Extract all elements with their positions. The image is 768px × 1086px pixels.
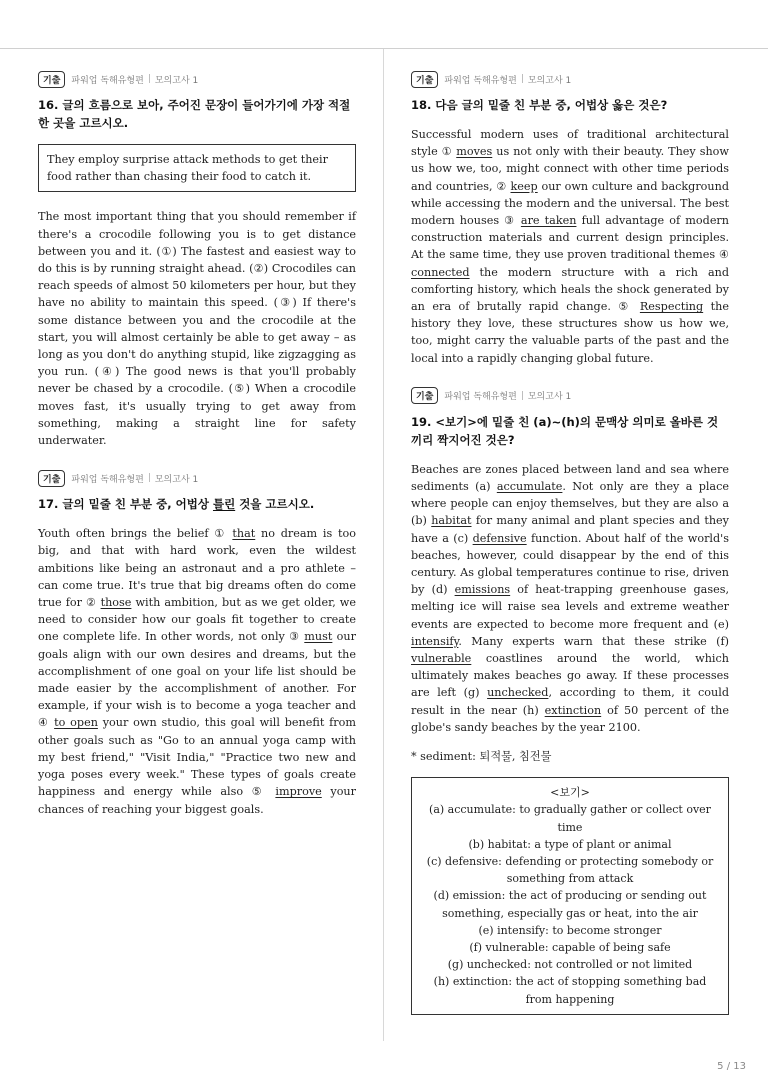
underlined-word: accumulate <box>496 480 563 494</box>
page-number: 5 / 13 <box>717 1061 746 1072</box>
underlined-word: improve <box>275 785 322 799</box>
tag-separator: | <box>147 473 151 484</box>
question-tag <box>38 469 356 487</box>
underlined-word: Respecting <box>639 300 704 314</box>
bogi-item: (g) unchecked: not controlled or not limited <box>447 958 693 972</box>
question-19 <box>411 387 729 1015</box>
right-column <box>411 70 729 1035</box>
question-title <box>38 495 356 513</box>
test-label: 모의고사 1 <box>154 474 199 485</box>
bogi-box <box>411 777 729 1015</box>
question-tag <box>411 387 729 405</box>
tag-separator: | <box>147 74 151 84</box>
title-underline: 틀린 <box>212 497 236 512</box>
column-divider <box>383 49 384 1041</box>
book-label: 파워업 독해유형편 <box>444 75 517 86</box>
bogi-title: <보기> <box>550 786 590 800</box>
underlined-word: moves <box>456 145 493 159</box>
source-badge: 기출 <box>411 387 438 404</box>
book-label: 파워업 독해유형편 <box>71 474 144 485</box>
given-sentence-box: They employ surprise attack methods to get their food rather than chasing their food to catch it. <box>38 144 356 192</box>
question-tag <box>38 70 356 88</box>
question-title: 18. 다음 글의 밑줄 친 부분 중, 어법상 옳은 것은? <box>411 98 668 112</box>
bogi-item: (a) accumulate: to gradually gather or collect over time <box>429 803 711 834</box>
top-rule <box>0 48 768 49</box>
question-title: 19. <보기>에 밑줄 친 (a)~(h)의 문맥상 의미로 올바른 것끼리 짝지어진 것은? <box>411 414 719 447</box>
underlined-word: intensify <box>411 634 459 648</box>
underlined-word: must <box>304 630 333 644</box>
passage: Youth often brings the belief ① that no dream is too big, and that with hard work, even the wildest ambitions like being an astronaut and a pro athlete – can come true. It's true that big dreams often do come true for ② those with ambition, but as we get older, we need to consider how our goals fit together to create one complete life. In other words, not only ③ must our goals align with our own desires and dreams, but the accomplishment of one goal on your life list should be made easier by the accomplishment of another. For example, if your wish is to become a yoga teacher and ④ to open your own studio, this goal will benefit from other goals such as "Go to an annual yoga camp with my best friend," "Visit India," "Practice two new and yoga poses every week." These types of goals create happiness and energy while also ⑤ improve your chances of reaching your biggest goals. <box>38 527 357 816</box>
underlined-word: to open <box>54 716 98 730</box>
title-text: 17. 글의 밑줄 친 부분 중, 어법상 <box>38 497 213 512</box>
bogi-item: (d) emission: the act of producing or sending out something, especially gas or heat, into the air <box>433 889 707 920</box>
tag-separator: | <box>520 74 524 84</box>
question-title: 16. 글의 흐름으로 보아, 주어진 문장이 들어가기에 가장 적절한 곳을 고르시오. <box>38 98 351 130</box>
test-label: 모의고사 1 <box>527 392 572 403</box>
underlined-word: habitat <box>431 514 472 528</box>
source-badge: 기출 <box>411 71 438 88</box>
underlined-word: vulnerable <box>411 652 472 666</box>
test-label: 모의고사 1 <box>527 75 572 86</box>
question-17 <box>38 469 356 817</box>
tag-separator: | <box>520 390 524 401</box>
bogi-item: (b) habitat: a type of plant or animal <box>468 837 672 851</box>
passage: The most important thing that you should remember if there's a crocodile following you is to get distance between you and it. (①) The fastest and easiest way to do this is by running straight ahead. (②) Crocodiles can reach speeds of almost 50 kilometers per hour, but they have no ability to maintain this speed. (③) If there's some distance between you and the crocodile at the start, you will almost certainly be able to get away – as long as you don't do anything stupid, like zigzagging as you run. (④) The good news is that you'll probably never be chased by a crocodile. (⑤) When a crocodile moves fast, it's usually trying to get away from something, making a straight line for safety underwater. <box>38 210 356 448</box>
bogi-item: (e) intensify: to become stronger <box>478 923 662 937</box>
underlined-word: connected <box>411 265 470 279</box>
question-tag <box>411 70 729 88</box>
underlined-word: emissions <box>454 583 511 597</box>
book-label: 파워업 독해유형편 <box>71 75 144 86</box>
source-badge: 기출 <box>38 470 65 487</box>
book-label: 파워업 독해유형편 <box>444 392 517 403</box>
bogi-item: (h) extinction: the act of stopping something bad from happening <box>433 975 707 1006</box>
title-text: 것을 고르시오. <box>235 497 315 512</box>
left-column <box>38 70 356 838</box>
bogi-item: (f) vulnerable: capable of being safe <box>469 940 671 954</box>
question-18 <box>411 70 729 367</box>
test-label: 모의고사 1 <box>154 75 199 86</box>
bogi-item: (c) defensive: defending or protecting somebody or something from attack <box>426 854 714 886</box>
passage: Successful modern uses of traditional architectural style ① moves us not only with their beauty. They show us how we, too, might connect with other time periods and countries, ② keep our own culture and background while accessing the modern and the universal. The best modern houses ③ are taken full advantage of modern construction materials and current design principles. At the same time, they use proven traditional themes ④ connected the modern structure with a rich and comforting history, which heals the shock generated by an era of brutally rapid change. ⑤ Respecting the history they love, these structures show us how we, too, might carry the valuable parts of the past and the local into a rapidly changing global future. <box>411 128 729 365</box>
footnote: * sediment: 퇴적물, 침전물 <box>411 750 552 764</box>
underlined-word: are taken <box>520 214 577 228</box>
underlined-word: extinction <box>544 703 602 717</box>
passage: Beaches are zones placed between land and sea where sediments (a) accumulate. Not only are they a place where people can enjoy themselves, but they are also a (b) habitat for many animal and plant species and they have a (c) defensive function. About half of the world's beaches, however, could disappear by the end of this century. As global temperatures continue to rise, driven by (d) emissions of heat-trapping greenhouse gases, melting ice will raise sea levels and extreme weather events are expected to become more frequent and (e) intensify. Many experts warn that these strike (f) vulnerable coastlines around the world, which ultimately makes beaches go away. If these processes are left (g) unchecked, according to them, it could result in the near (h) extinction of 50 percent of the globe's sandy beaches by the year 2100. <box>411 462 729 734</box>
underlined-word: defensive <box>472 531 527 545</box>
underlined-word: those <box>100 596 132 610</box>
source-badge: 기출 <box>38 71 65 88</box>
underlined-word: unchecked <box>487 686 549 700</box>
underlined-word: keep <box>510 179 538 193</box>
underlined-word: that <box>232 527 256 541</box>
question-16 <box>38 70 356 449</box>
